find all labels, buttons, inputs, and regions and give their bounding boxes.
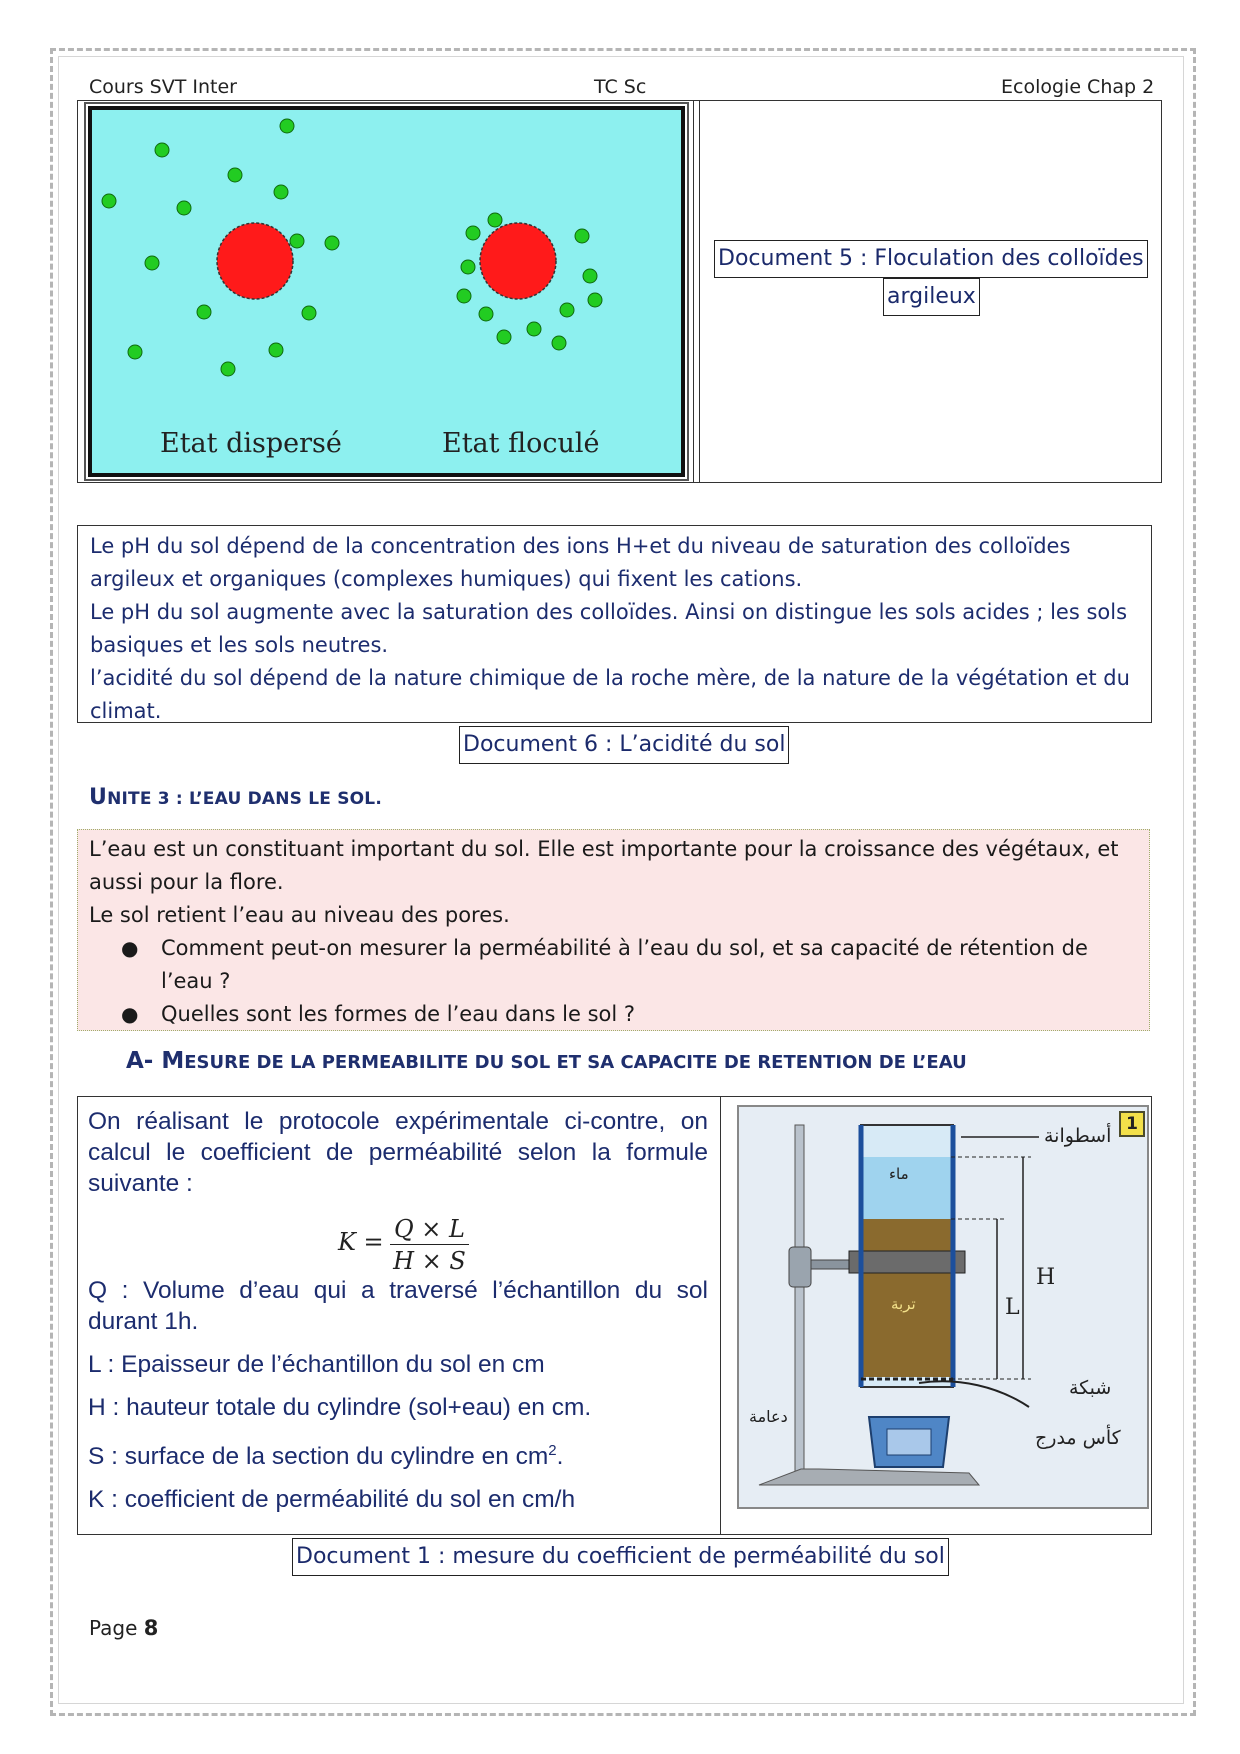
label-water: ماء (889, 1165, 909, 1183)
ion (560, 303, 574, 317)
def-s-sup: 2 (548, 1442, 557, 1459)
ion (221, 362, 235, 376)
label-h: H (1036, 1265, 1056, 1290)
label-flocculated: Etat floculé (442, 428, 600, 459)
def-s (88, 1435, 708, 1472)
question-text: Comment peut-on mesurer la perméabilité à l’eau du sol, et sa capacité de rétention de l’eau ? (161, 936, 1088, 993)
intro-paragraph: Le sol retient l’eau au niveau des pores. (89, 903, 510, 927)
doc5-divider (699, 101, 700, 483)
question-item (121, 932, 1138, 998)
flocculation-figure (88, 106, 685, 477)
ion (102, 194, 116, 208)
label-beaker: كأس مدرج (1035, 1427, 1121, 1449)
label-soil: تربة (891, 1295, 916, 1313)
formula-fraction (390, 1214, 469, 1277)
label-dispersed: Etat dispersé (160, 428, 342, 459)
def-s-end: . (556, 1443, 564, 1471)
def-h: H : hauteur totale du cylindre (sol+eau) en cm. (88, 1394, 592, 1421)
ion (461, 260, 475, 274)
ion (228, 168, 242, 182)
def-l: L : Epaisseur de l’échantillon du sol en cm (88, 1351, 545, 1378)
label-cylinder: أسطوانة (1044, 1125, 1112, 1147)
flocculation-diagram (92, 110, 681, 473)
ion (583, 269, 597, 283)
doc6-paragraph: Le pH du sol dépend de la concentration des ions H+et du niveau de saturation des colloïdes argileux et organiques (complexes humiques) qui fixent les cations. (90, 534, 1071, 591)
def-s-text: S : surface de la section du cylindre en cm (88, 1443, 549, 1471)
question-item (121, 998, 1138, 1031)
def-q: Q : Volume d’eau qui a traversé l’échantillon du sol durant 1h. (88, 1277, 708, 1335)
doc1-intro: On réalisant le protocole expérimentale ci-contre, on calcul le coefficient de perméabilité selon la formule suivante : (88, 1108, 708, 1197)
header-chapter: Ecologie Chap 2 (1001, 76, 1155, 98)
cylinder-ring (849, 1251, 965, 1273)
ion (527, 322, 541, 336)
doc5-caption: Document 5 : Floculation des colloïdes (714, 240, 1148, 278)
page-number (89, 1616, 158, 1640)
header-course: Cours SVT Inter (89, 76, 237, 98)
ion (479, 307, 493, 321)
ion (145, 256, 159, 270)
doc1-divider (720, 1096, 721, 1535)
ion (274, 185, 288, 199)
doc6-caption: Document 6 : L’acidité du sol (459, 726, 789, 764)
ion (488, 213, 502, 227)
formula-lhs: K = (338, 1228, 384, 1256)
doc5-divider (693, 101, 694, 483)
ion (466, 226, 480, 240)
ion (128, 345, 142, 359)
ion (588, 293, 602, 307)
ion (325, 236, 339, 250)
formula-numerator: Q × L (390, 1214, 469, 1245)
bullet-icon: ● (121, 936, 139, 960)
ion (269, 343, 283, 357)
question-list (89, 932, 1138, 1031)
question-text: Quelles sont les formes de l’eau dans le sol ? (161, 1002, 636, 1026)
label-mesh: شبكة (1069, 1377, 1112, 1399)
colloid-flocculated (480, 223, 556, 299)
label-l: L (1005, 1295, 1020, 1320)
doc6-paragraph: l’acidité du sol dépend de la nature chimique de la roche mère, de la nature de la végétation et du climat. (90, 666, 1130, 723)
intro-paragraph: L’eau est un constituant important du sol. Elle est importante pour la croissance des végétaux, et aussi pour la flore. (89, 837, 1119, 894)
doc6-text-box (77, 525, 1152, 723)
permeability-apparatus-figure (737, 1105, 1149, 1509)
def-k: K : coefficient de perméabilité du sol en cm/h (88, 1486, 576, 1514)
ion (280, 119, 294, 133)
colloid-dispersed (217, 223, 293, 299)
stand-rod (795, 1125, 804, 1480)
section-a-title (126, 1048, 967, 1074)
page-number-value: 8 (143, 1616, 159, 1640)
unit3-title-rest: NITE 3 : L’EAU DANS LE SOL. (107, 789, 382, 809)
unit3-title-prefix: U (89, 785, 108, 810)
doc1-text (88, 1106, 708, 1515)
bullet-icon: ● (121, 1002, 139, 1026)
doc1-caption: Document 1 : mesure du coefficient de perméabilité du sol (292, 1538, 949, 1576)
ion (155, 143, 169, 157)
doc5-caption-line2: argileux (883, 278, 980, 316)
figure-number-badge: 1 (1119, 1111, 1145, 1137)
ion (302, 306, 316, 320)
page-label: Page (89, 1616, 138, 1640)
formula-denominator: H × S (393, 1247, 466, 1275)
doc6-paragraph: Le pH du sol augmente avec la saturation des colloïdes. Ainsi on distingue les sols acides ; les sols basiques et les sols neutres. (90, 600, 1128, 657)
ion (290, 234, 304, 248)
ion (497, 330, 511, 344)
ion (552, 336, 566, 350)
section-a-rest: ESURE DE LA PERMEABILITE DU SOL ET SA CAPACITE DE RETENTION DE L’EAU (184, 1052, 967, 1073)
ion (197, 305, 211, 319)
ion (575, 229, 589, 243)
clamp (789, 1247, 811, 1287)
ion (457, 289, 471, 303)
section-a-prefix: A- M (126, 1048, 185, 1074)
unit3-title (89, 785, 382, 810)
header-class: TC Sc (594, 76, 647, 98)
ion (177, 201, 191, 215)
unit3-intro-box (77, 829, 1150, 1031)
label-support: دعامة (749, 1407, 788, 1426)
